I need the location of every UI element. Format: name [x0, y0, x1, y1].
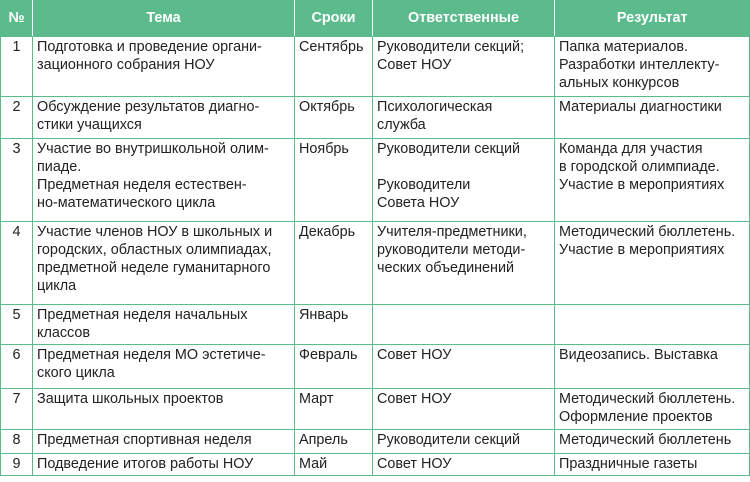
header-result: Результат [555, 0, 750, 37]
topic-cell: Подведение итогов работы НОУ [33, 454, 295, 476]
topic-cell: Предметная неделя МО эстетиче- ского цикла [33, 345, 295, 389]
responsible-cell: Психологическая служба [373, 97, 555, 139]
table-row [1, 97, 750, 139]
table-row [1, 345, 750, 389]
dates-cell: Октябрь [295, 97, 373, 139]
row-number: 9 [1, 454, 33, 476]
row-number: 6 [1, 345, 33, 389]
responsible-cell: Руководители секций; Совет НОУ [373, 37, 555, 97]
topic-cell: Участие во внутришкольной олим- пиаде. Предметная неделя естествен- но-математического цикла [33, 139, 295, 222]
dates-cell: Февраль [295, 345, 373, 389]
row-number: 3 [1, 139, 33, 222]
table-row [1, 139, 750, 222]
responsible-cell: Совет НОУ [373, 345, 555, 389]
table-row [1, 37, 750, 97]
dates-cell: Ноябрь [295, 139, 373, 222]
table-row [1, 305, 750, 345]
result-cell: Методический бюллетень. Участие в мероприятиях [555, 222, 750, 305]
dates-cell: Апрель [295, 430, 373, 454]
header-dates: Сроки [295, 0, 373, 37]
table-row [1, 222, 750, 305]
topic-cell: Обсуждение результатов диагно- стики учащихся [33, 97, 295, 139]
responsible-cell: Руководители секций [373, 430, 555, 454]
dates-cell: Сентябрь [295, 37, 373, 97]
dates-cell: Январь [295, 305, 373, 345]
result-cell: Команда для участия в городской олимпиаде. Участие в мероприятиях [555, 139, 750, 222]
responsible-cell: Совет НОУ [373, 389, 555, 430]
row-number: 7 [1, 389, 33, 430]
topic-cell: Участие членов НОУ в школьных и городских, областных олимпиадах, предметной неделе гуманитарного цикла [33, 222, 295, 305]
header-responsible: Ответственные [373, 0, 555, 37]
result-cell: Материалы диагностики [555, 97, 750, 139]
dates-cell: Март [295, 389, 373, 430]
row-number: 5 [1, 305, 33, 345]
topic-cell: Предметная неделя начальных классов [33, 305, 295, 345]
result-cell: Методический бюллетень. Оформление проектов [555, 389, 750, 430]
header-topic: Тема [33, 0, 295, 37]
row-number: 4 [1, 222, 33, 305]
header-row [1, 0, 750, 37]
topic-cell: Защита школьных проектов [33, 389, 295, 430]
dates-cell: Декабрь [295, 222, 373, 305]
result-cell: Праздничные газеты [555, 454, 750, 476]
table-row [1, 454, 750, 476]
responsible-cell [373, 305, 555, 345]
row-number: 1 [1, 37, 33, 97]
table-row [1, 430, 750, 454]
responsible-cell: Совет НОУ [373, 454, 555, 476]
row-number: 2 [1, 97, 33, 139]
dates-cell: Май [295, 454, 373, 476]
responsible-cell: Руководители секций Руководители Совета НОУ [373, 139, 555, 222]
result-cell: Методический бюллетень [555, 430, 750, 454]
header-num: № [1, 0, 33, 37]
result-cell [555, 305, 750, 345]
responsible-cell: Учителя-предметники, руководители методи- ческих объединений [373, 222, 555, 305]
result-cell: Папка материалов. Разработки интеллекту- альных конкурсов [555, 37, 750, 97]
topic-cell: Подготовка и проведение органи- зационного собрания НОУ [33, 37, 295, 97]
topic-cell: Предметная спортивная неделя [33, 430, 295, 454]
table-row [1, 389, 750, 430]
result-cell: Видеозапись. Выставка [555, 345, 750, 389]
row-number: 8 [1, 430, 33, 454]
